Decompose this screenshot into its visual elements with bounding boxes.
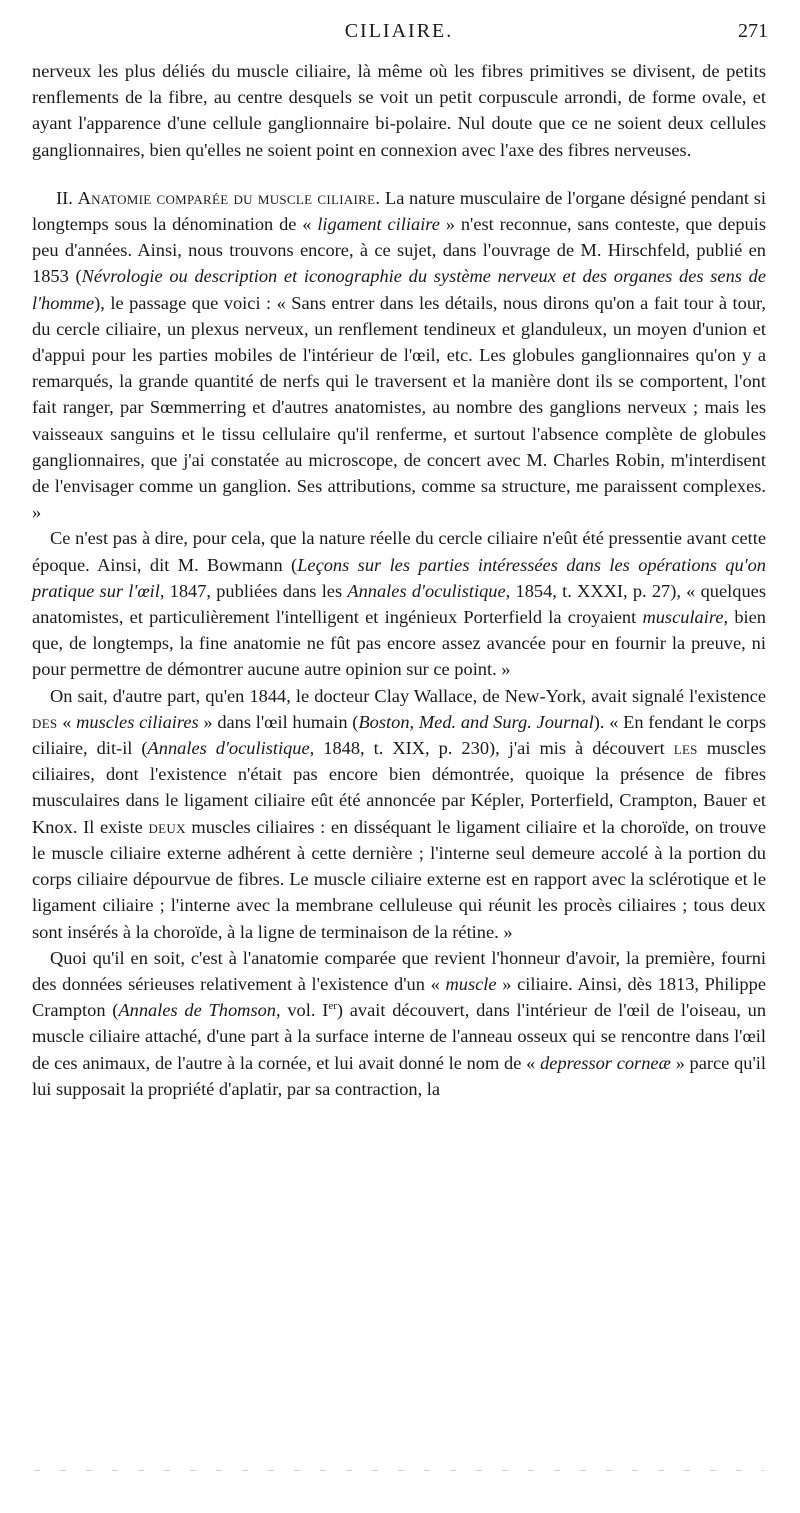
running-header bbox=[30, 20, 768, 52]
section-number: II. bbox=[56, 187, 73, 208]
page-number: 271 bbox=[738, 20, 768, 42]
paragraph-bowmann: Ce n'est pas à dire, pour cela, que la nature réelle du cercle ciliaire n'eût été pressentie avant cette époque. Ainsi, dit M. Bowmann (Leçons sur les parties intéressées dans les opérations qu'on pratique sur l'œil, 1847, publiées dans les Annales d'oculistique, 1854, t. XXXI, p. 27), « quelques anatomistes, et particulièrement l'intelligent et ingénieux Porterfield la croyaient musculaire, bien que, de longtemps, la fine anatomie ne fût pas encore assez avancée pour en fournir la preuve, ni pour permettre de démontrer aucune autre opinion sur ce point. » bbox=[32, 528, 766, 680]
bleed-through-line bbox=[34, 1470, 764, 1471]
paragraph-continuation: nerveux les plus déliés du muscle ciliaire, là même où les fibres primitives se divisent, de petits renflements de la fibre, au centre desquels se voit un petit corpuscule arrondi, de forme ovale, et ayant l'apparence d'une cellule ganglionnaire bi-polaire. Nul doute que ce ne soient deux cellules ganglionnaires, bien qu'elles ne soient point en connexion avec l'axe des fibres nerveuses. bbox=[32, 61, 766, 160]
paragraph-wallace: On sait, d'autre part, qu'en 1844, le docteur Clay Wallace, de New-York, avait signalé l'existence des « muscles ciliaires » dans l'œil humain (Boston, Med. and Surg. Journal). « En fendant le corps ciliaire, dit-il (Annales d'oculistique, 1848, t. XIX, p. 230), j'ai mis à découvert les muscles ciliaires, dont l'existence n'était pas encore bien démontrée, quoique la présence de fibres musculaires dans le ligament ciliaire eût été annoncée par Képler, Porterfield, Crampton, Bauer et Knox. Il existe deux muscles ciliaires : en disséquant le ligament ciliaire et la choroïde, on trouve le muscle ciliaire externe adhérent à cette dernière ; l'interne seul demeure accolé à la portion du corps ciliaire dépourvue de fibres. Le muscle ciliaire externe est en rapport avec la sclérotique et le ligament ciliaire ; l'interne avec la membrane celluleuse qui réunit les procès ciliaires ; tous deux sont insérés à la choroïde, à la ligne de terminaison de la rétine. » bbox=[32, 685, 767, 942]
paragraph-crampton: Quoi qu'il en soit, c'est à l'anatomie comparée que revient l'honneur d'avoir, la première, fourni des données sérieuses relativement à l'existence d'un « muscle » ciliaire. Ainsi, dès 1813, Philippe Crampton (Annales de Thomson, vol. Ier) avait découvert, dans l'intérieur de l'œil de l'oiseau, un muscle ciliaire attaché, d'une part à la surface interne de l'anneau osseux qui se rencontre dans l'œil de ces animaux, de l'autre à la cornée, et lui avait donné le nom de « depressor corneæ » parce qu'il lui supposait la propriété d'aplatir, par sa contraction, la bbox=[32, 947, 767, 1099]
section-heading: Anatomie comparée du muscle ciliaire. bbox=[77, 187, 381, 208]
body-text bbox=[32, 58, 766, 1102]
running-title: CILIAIRE. bbox=[344, 20, 454, 42]
section-comparative-anatomy: II. Anatomie comparée du muscle ciliaire. La nature musculaire de l'organe désigné pendant si longtemps sous la dénomination de « ligament ciliaire » n'est reconnue, sans conteste, que depuis peu d'années. Ainsi, nous trouvons encore, à ce sujet, dans l'ouvrage de M. Hirschfeld, publié en 1853 (Névrologie ou description et iconographie du système nerveux et des organes des sens de l'homme), le passage que voici : « Sans entrer dans les détails, nous dirons qu'on a fait tour à tour, du cercle ciliaire, un plexus nerveux, un renflement tendineux et glanduleux, un moyen d'union et d'appui pour les parties mobiles de l'intérieur de l'œil, etc. Les globules ganglionnaires qu'on y a remarqués, la grande quantité de nerfs qui le traversent et la manière dont ils se comportent, l'ont fait ranger, par Sœmmerring et d'autres anatomistes, au nombre des ganglions nerveux ; mais les vaisseaux sanguins et le tissu cellulaire qu'il renferme, et surtout l'absence complète de globules ganglionnaires, que j'ai constatée au microscope, de concert avec M. Charles Robin, m'interdisent de l'envisager comme un ganglion. Ses attributions, comme sa structure, me paraissent complexes. » bbox=[32, 187, 767, 523]
